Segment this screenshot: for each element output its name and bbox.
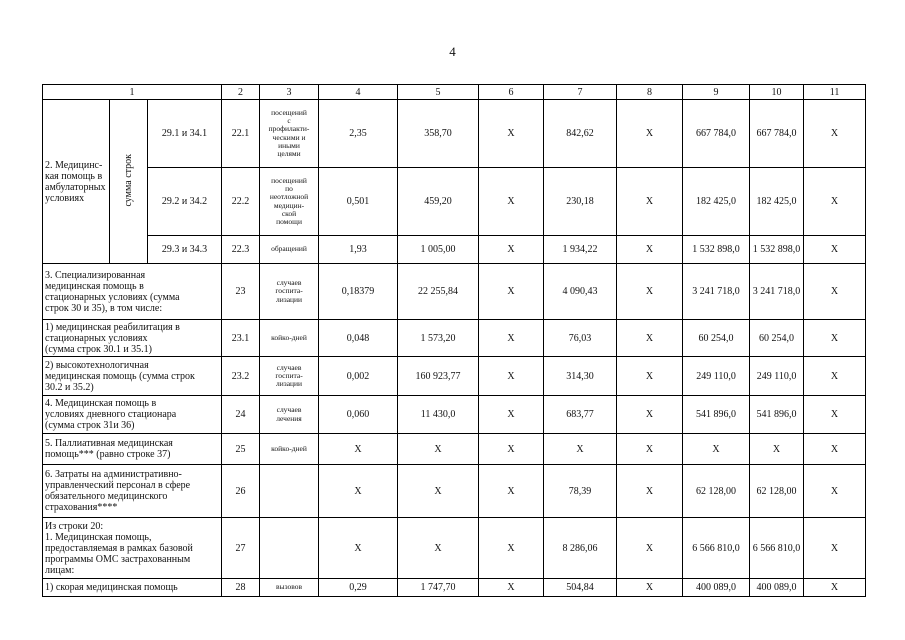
value-cell: 683,77	[544, 396, 617, 434]
rotated-label-cell	[110, 100, 148, 264]
value-cell: X	[319, 434, 398, 465]
value-cell: X	[617, 579, 683, 597]
unit-cell	[260, 465, 319, 518]
value-cell: 541 896,0	[750, 396, 804, 434]
value-cell: 62 128,00	[750, 465, 804, 518]
value-cell: X	[804, 168, 866, 236]
value-cell: 60 254,0	[750, 320, 804, 357]
value-cell: X	[804, 579, 866, 597]
row-label-cell: Из строки 20: 1. Медицинская помощь, предоставляемая в рамках базовой программы ОМС застрахованным лицам:	[43, 518, 222, 579]
value-cell: X	[804, 465, 866, 518]
row-label-cell: 5. Паллиативная медицинская помощь*** (равно строке 37)	[43, 434, 222, 465]
table-row	[43, 465, 866, 518]
value-cell: 182 425,0	[750, 168, 804, 236]
header-cell: 3	[260, 85, 319, 100]
value-cell: X	[479, 465, 544, 518]
row-number-cell: 22.3	[222, 236, 260, 264]
value-cell: X	[804, 357, 866, 396]
value-cell: 6 566 810,0	[750, 518, 804, 579]
value-cell: X	[750, 434, 804, 465]
unit-cell: вызовов	[260, 579, 319, 597]
value-cell: X	[479, 518, 544, 579]
value-cell: X	[804, 518, 866, 579]
header-cell: 5	[398, 85, 479, 100]
value-cell: 1 934,22	[544, 236, 617, 264]
value-cell: 60 254,0	[683, 320, 750, 357]
value-cell: 0,501	[319, 168, 398, 236]
value-cell: 182 425,0	[683, 168, 750, 236]
value-cell: 459,20	[398, 168, 479, 236]
value-cell: X	[398, 518, 479, 579]
table-row	[43, 236, 866, 264]
ref-cell: 29.3 и 34.3	[148, 236, 222, 264]
value-cell: X	[479, 264, 544, 320]
value-cell: 78,39	[544, 465, 617, 518]
value-cell: 1,93	[319, 236, 398, 264]
table-row	[43, 320, 866, 357]
value-cell: 4 090,43	[544, 264, 617, 320]
table-row	[43, 579, 866, 597]
value-cell: 358,70	[398, 100, 479, 168]
row-number-cell: 22.1	[222, 100, 260, 168]
row-label-cell: 2) высокотехнологичная медицинская помощь (сумма строк 30.2 и 35.2)	[43, 357, 222, 396]
value-cell: X	[319, 465, 398, 518]
value-cell: X	[479, 236, 544, 264]
value-cell: X	[683, 434, 750, 465]
value-cell: 541 896,0	[683, 396, 750, 434]
table-row	[43, 434, 866, 465]
value-cell: 22 255,84	[398, 264, 479, 320]
value-cell: 8 286,06	[544, 518, 617, 579]
value-cell: 249 110,0	[750, 357, 804, 396]
header-cell: 6	[479, 85, 544, 100]
table-row	[43, 100, 866, 168]
row-label-cell: 2. Медицинс- кая помощь в амбулаторных условиях	[43, 100, 110, 264]
value-cell: X	[804, 434, 866, 465]
value-cell: X	[479, 396, 544, 434]
value-cell: 230,18	[544, 168, 617, 236]
row-number-cell: 23.1	[222, 320, 260, 357]
data-table	[42, 84, 866, 597]
value-cell: 11 430,0	[398, 396, 479, 434]
row-number-cell: 22.2	[222, 168, 260, 236]
header-cell: 10	[750, 85, 804, 100]
value-cell: 6 566 810,0	[683, 518, 750, 579]
value-cell: X	[617, 320, 683, 357]
table-row	[43, 168, 866, 236]
value-cell: X	[617, 264, 683, 320]
value-cell: X	[479, 168, 544, 236]
unit-cell: случаев лечения	[260, 396, 319, 434]
table-row	[43, 264, 866, 320]
value-cell: 0,048	[319, 320, 398, 357]
row-label-cell: 4. Медицинская помощь в условиях дневного стационара (сумма строк 31и 36)	[43, 396, 222, 434]
unit-cell: обращений	[260, 236, 319, 264]
value-cell: X	[319, 518, 398, 579]
value-cell: X	[804, 264, 866, 320]
header-cell: 7	[544, 85, 617, 100]
header-cell: 9	[683, 85, 750, 100]
header-row	[43, 85, 866, 100]
row-number-cell: 27	[222, 518, 260, 579]
value-cell: X	[617, 465, 683, 518]
ref-cell: 29.2 и 34.2	[148, 168, 222, 236]
unit-cell: случаев госпита- лизации	[260, 357, 319, 396]
value-cell: X	[617, 100, 683, 168]
value-cell: 1 532 898,0	[750, 236, 804, 264]
value-cell: 0,29	[319, 579, 398, 597]
value-cell: X	[479, 320, 544, 357]
value-cell: X	[479, 100, 544, 168]
row-number-cell: 23	[222, 264, 260, 320]
value-cell: 1 573,20	[398, 320, 479, 357]
value-cell: 842,62	[544, 100, 617, 168]
value-cell: 400 089,0	[683, 579, 750, 597]
value-cell: 667 784,0	[750, 100, 804, 168]
unit-cell: посещений по неотложной медицин- ской помощи	[260, 168, 319, 236]
row-number-cell: 25	[222, 434, 260, 465]
header-cell: 11	[804, 85, 866, 100]
value-cell: X	[398, 434, 479, 465]
row-number-cell: 23.2	[222, 357, 260, 396]
row-label-cell: 6. Затраты на административно- управленческий персонал в сфере обязательного медицинского страхования****	[43, 465, 222, 518]
row-label-cell: 1) скорая медицинская помощь	[43, 579, 222, 597]
value-cell: X	[544, 434, 617, 465]
value-cell: X	[479, 357, 544, 396]
value-cell: X	[398, 465, 479, 518]
value-cell: X	[617, 518, 683, 579]
unit-cell: посещений с профилакти- ческими и иными целями	[260, 100, 319, 168]
ref-cell: 29.1 и 34.1	[148, 100, 222, 168]
value-cell: 504,84	[544, 579, 617, 597]
value-cell: 2,35	[319, 100, 398, 168]
value-cell: 314,30	[544, 357, 617, 396]
row-number-cell: 24	[222, 396, 260, 434]
value-cell: X	[617, 236, 683, 264]
value-cell: X	[617, 357, 683, 396]
unit-cell	[260, 518, 319, 579]
header-cell: 2	[222, 85, 260, 100]
value-cell: 160 923,77	[398, 357, 479, 396]
unit-cell: койко-дней	[260, 434, 319, 465]
page-number: 4	[449, 44, 456, 59]
value-cell: X	[804, 236, 866, 264]
unit-cell: койко-дней	[260, 320, 319, 357]
header-cell: 1	[43, 85, 222, 100]
value-cell: 3 241 718,0	[750, 264, 804, 320]
value-cell: X	[617, 396, 683, 434]
value-cell: 400 089,0	[750, 579, 804, 597]
value-cell: 3 241 718,0	[683, 264, 750, 320]
value-cell: 0,060	[319, 396, 398, 434]
rotated-label: сумма строк	[123, 153, 134, 207]
header-cell: 4	[319, 85, 398, 100]
value-cell: X	[617, 168, 683, 236]
value-cell: 1 005,00	[398, 236, 479, 264]
row-number-cell: 28	[222, 579, 260, 597]
table-row	[43, 357, 866, 396]
value-cell: 1 747,70	[398, 579, 479, 597]
value-cell: X	[617, 434, 683, 465]
table-row	[43, 396, 866, 434]
value-cell: 0,18379	[319, 264, 398, 320]
header-cell: 8	[617, 85, 683, 100]
value-cell: X	[804, 100, 866, 168]
value-cell: X	[804, 396, 866, 434]
value-cell: X	[804, 320, 866, 357]
unit-cell: случаев госпита- лизации	[260, 264, 319, 320]
value-cell: 76,03	[544, 320, 617, 357]
row-label-cell: 1) медицинская реабилитация в стационарных условиях (сумма строк 30.1 и 35.1)	[43, 320, 222, 357]
row-label-cell: 3. Специализированная медицинская помощь в стационарных условиях (сумма строк 30 и 35), в том числе:	[43, 264, 222, 320]
value-cell: 0,002	[319, 357, 398, 396]
value-cell: X	[479, 434, 544, 465]
value-cell: 62 128,00	[683, 465, 750, 518]
row-number-cell: 26	[222, 465, 260, 518]
value-cell: X	[479, 579, 544, 597]
table-row	[43, 518, 866, 579]
value-cell: 1 532 898,0	[683, 236, 750, 264]
value-cell: 667 784,0	[683, 100, 750, 168]
value-cell: 249 110,0	[683, 357, 750, 396]
